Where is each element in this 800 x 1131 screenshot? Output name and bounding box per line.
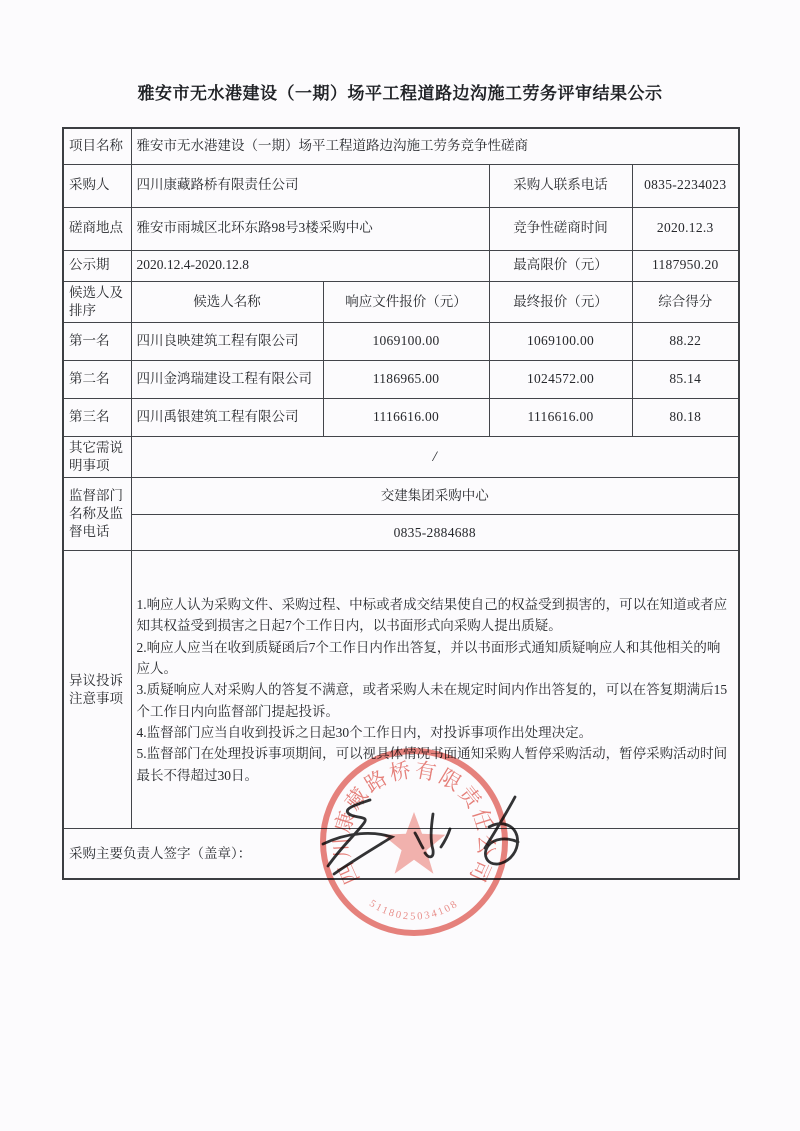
candidate-doc-price: 1186965.00 [323, 360, 489, 398]
purchaser-value: 四川康藏路桥有限责任公司 [131, 164, 489, 207]
objection-item: 1.响应人认为采购文件、采购过程、中标或者成交结果使自己的权益受到损害的，可以在知道或者应知其权益受到损害之日起7个工作日内，以书面形式向采购人提出质疑。 [136, 596, 728, 634]
publicity-value: 2020.12.4-2020.12.8 [131, 250, 489, 281]
supervision-dept: 交建集团采购中心 [131, 478, 739, 515]
max-price-label: 最高限价（元） [489, 250, 632, 281]
objection-text [131, 551, 739, 829]
project-label: 项目名称 [63, 128, 131, 164]
candidate-row [63, 322, 739, 360]
purchaser-label: 采购人 [63, 164, 131, 207]
result-table [62, 127, 740, 880]
candidate-doc-price: 1069100.00 [323, 322, 489, 360]
candidate-name: 四川禹银建筑工程有限公司 [131, 398, 323, 436]
signature-label: 采购主要负责人签字（盖章）： [63, 829, 739, 879]
table-row [63, 128, 739, 164]
project-value: 雅安市无水港建设（一期）场平工程道路边沟施工劳务竞争性磋商 [131, 128, 739, 164]
candidate-score: 88.22 [632, 322, 739, 360]
candidate-row [63, 360, 739, 398]
candidate-rank: 第三名 [63, 398, 131, 436]
candidate-rank: 第二名 [63, 360, 131, 398]
objection-item: 3.质疑响应人对采购人的答复不满意，或者采购人未在规定时间内作出答复的，可以在答复期满后15个工作日内向监督部门提起投诉。 [136, 682, 728, 719]
candidate-name: 四川良映建筑工程有限公司 [131, 322, 323, 360]
other-notes-label: 其它需说明事项 [63, 436, 131, 477]
candidates-header-row [63, 281, 739, 322]
page-title: 雅安市无水港建设（一期）场平工程道路边沟施工劳务评审结果公示 [137, 84, 663, 103]
supervision-label: 监督部门名称及监督电话 [63, 478, 131, 551]
candidate-doc-price: 1116616.00 [323, 398, 489, 436]
negotiation-time-value: 2020.12.3 [632, 207, 739, 250]
supervision-phone: 0835-2884688 [131, 515, 739, 551]
venue-value: 雅安市雨城区北环东路98号3楼采购中心 [131, 207, 489, 250]
venue-label: 磋商地点 [63, 207, 131, 250]
candidate-score: 85.14 [632, 360, 739, 398]
candidates-doc-price-header: 响应文件报价（元） [323, 281, 489, 322]
table-row [63, 515, 739, 551]
objection-row [63, 551, 739, 829]
objection-label: 异议投诉注意事项 [63, 551, 131, 829]
candidate-rank: 第一名 [63, 322, 131, 360]
signature-row [63, 829, 739, 879]
candidates-name-header: 候选人名称 [131, 281, 323, 322]
table-row [63, 164, 739, 207]
candidate-row [63, 398, 739, 436]
candidate-final-price: 1069100.00 [489, 322, 632, 360]
objection-item: 5.监督部门在处理投诉事项期间，可以视具体情况书面通知采购人暂停采购活动，暂停采购活动时间最长不得超过30日。 [136, 746, 728, 783]
publicity-label: 公示期 [63, 250, 131, 281]
purchaser-phone-label: 采购人联系电话 [489, 164, 632, 207]
objection-item: 4.监督部门应当自收到投诉之日起30个工作日内，对投诉事项作出处理决定。 [136, 724, 593, 740]
candidates-final-price-header: 最终报价（元） [489, 281, 632, 322]
negotiation-time-label: 竞争性磋商时间 [489, 207, 632, 250]
table-row [63, 250, 739, 281]
other-notes-value: / [131, 436, 739, 477]
table-row [63, 478, 739, 515]
svg-text:5118025034108 [367, 898, 461, 922]
max-price-value: 1187950.20 [632, 250, 739, 281]
seal-company-text: 四川康藏路桥有限责任公司 [329, 757, 499, 888]
seal-code-text: 5118025034108 [367, 898, 461, 923]
candidate-final-price: 1116616.00 [489, 398, 632, 436]
candidate-name: 四川金鸿瑞建设工程有限公司 [131, 360, 323, 398]
candidate-score: 80.18 [632, 398, 739, 436]
table-row [63, 207, 739, 250]
candidates-score-header: 综合得分 [632, 281, 739, 322]
table-row [63, 436, 739, 477]
objection-item: 2.响应人应当在收到质疑函后7个工作日内作出答复，并以书面形式通知质疑响应人和其他相关的响应人。 [136, 639, 721, 676]
purchaser-phone-value: 0835-2234023 [632, 164, 739, 207]
candidate-final-price: 1024572.00 [489, 360, 632, 398]
candidates-rank-header: 候选人及排序 [63, 281, 131, 322]
